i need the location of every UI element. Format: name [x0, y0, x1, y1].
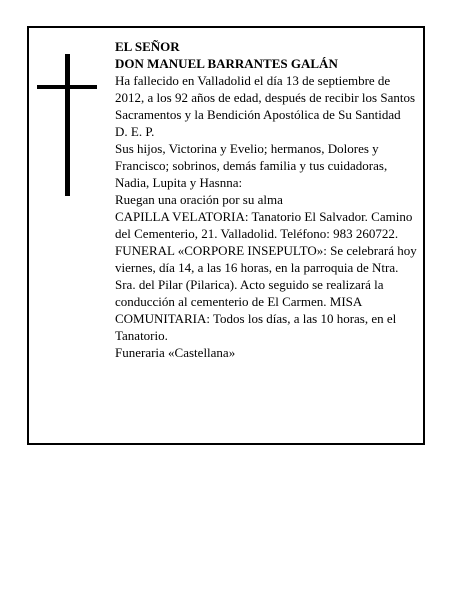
funeral-info: FUNERAL «CORPORE INSEPULTO»: Se celebrará hoy viernes, día 14, a las 16 horas, en la parroquia de Ntra. Sra. del Pilar (Pilarica). Acto seguido se realizará la conducción al cementerio de El Carmen. MISA COMUNITARIA: Todos los días, a las 10 horas, en el Tanatorio.	[115, 243, 417, 343]
deceased-name: DON MANUEL BARRANTES GALÁN	[115, 56, 338, 71]
death-info: Ha fallecido en Valladolid el día 13 de septiembre de 2012, a los 92 años de edad, después de recibir los Santos Sacramentos y la Bendición Apostólica de Su Santidad	[115, 73, 416, 122]
funeral-home: Funeraria «Castellana»	[115, 345, 236, 360]
prayer-request: Ruegan una oración por su alma	[115, 192, 283, 207]
family-list: Sus hijos, Victorina y Evelio; hermanos, Dolores y Francisco; sobrinos, demás familia y tus cuidadoras, Nadia, Lupita y Hasnna:	[115, 141, 388, 190]
obituary-text	[115, 38, 420, 361]
notice-heading: EL SEÑOR	[115, 39, 180, 54]
cross-horizontal-bar	[37, 85, 97, 89]
chapel-info: CAPILLA VELATORIA: Tanatorio El Salvador. Camino del Cementerio, 21. Valladolid. Teléfono: 983 260722.	[115, 209, 413, 241]
latin-cross-icon	[37, 54, 97, 196]
rip-text: D. E. P.	[115, 124, 155, 139]
cross-vertical-bar	[65, 54, 70, 196]
